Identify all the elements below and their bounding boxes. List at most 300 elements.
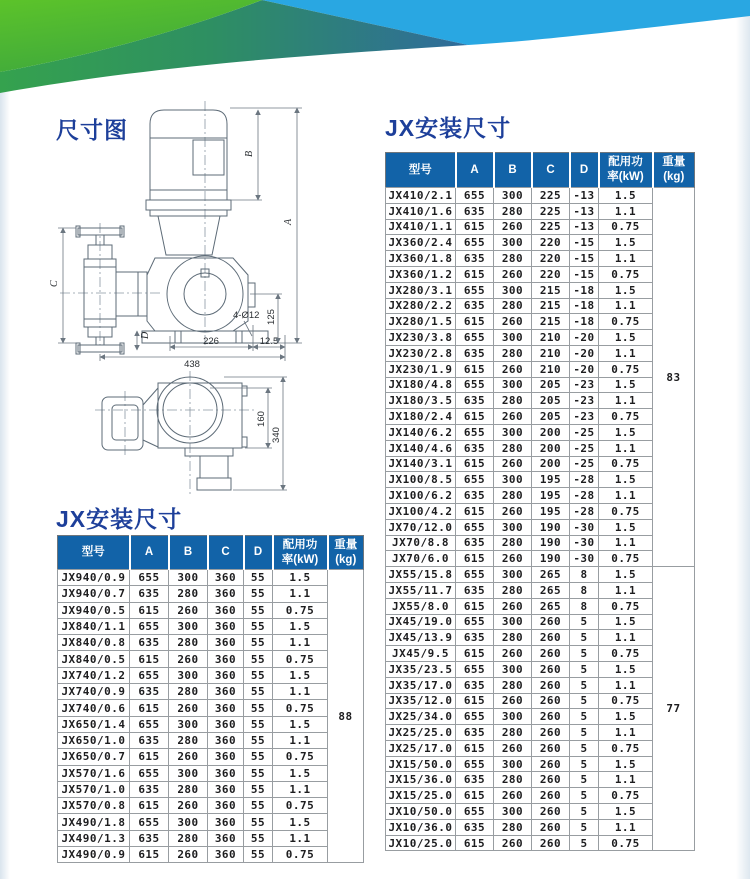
value-cell: 55 (244, 716, 273, 732)
table-row (386, 661, 695, 677)
value-cell: 0.75 (599, 314, 653, 330)
value-cell: 655 (456, 567, 494, 583)
value-cell: 635 (456, 298, 494, 314)
model-cell: JX410/1.6 (386, 203, 456, 219)
model-cell: JX410/1.1 (386, 219, 456, 235)
value-cell: 1.5 (599, 235, 653, 251)
value-cell: -18 (570, 282, 599, 298)
value-cell: 615 (456, 314, 494, 330)
value-cell: -20 (570, 345, 599, 361)
model-cell: JX25/34.0 (386, 709, 456, 725)
model-cell: JX410/2.1 (386, 188, 456, 204)
model-cell: JX740/0.9 (58, 684, 130, 700)
table-row (386, 835, 695, 851)
value-cell: 260 (532, 693, 570, 709)
value-cell: -15 (570, 235, 599, 251)
model-cell: JX140/3.1 (386, 456, 456, 472)
value-cell: 1.1 (273, 684, 328, 700)
model-cell: JX180/2.4 (386, 409, 456, 425)
value-cell: 55 (244, 847, 273, 863)
table-row (386, 740, 695, 756)
model-cell: JX25/25.0 (386, 725, 456, 741)
table-row (386, 677, 695, 693)
value-cell: 655 (456, 804, 494, 820)
value-cell: 55 (244, 586, 273, 602)
value-cell: 215 (532, 314, 570, 330)
header-banner (0, 0, 750, 95)
value-cell: 55 (244, 602, 273, 618)
value-cell: 300 (494, 330, 532, 346)
value-cell: 260 (169, 602, 208, 618)
value-cell: 190 (532, 519, 570, 535)
column-header: A (130, 536, 169, 570)
model-cell: JX840/0.5 (58, 651, 130, 667)
value-cell: 635 (456, 582, 494, 598)
value-cell: 5 (570, 661, 599, 677)
model-cell: JX70/6.0 (386, 551, 456, 567)
value-cell: 265 (532, 598, 570, 614)
value-cell: 260 (169, 651, 208, 667)
model-cell: JX10/25.0 (386, 835, 456, 851)
column-header: A (456, 153, 494, 188)
value-cell: 5 (570, 819, 599, 835)
model-cell: JX35/12.0 (386, 693, 456, 709)
value-cell: 5 (570, 693, 599, 709)
value-cell: 655 (456, 519, 494, 535)
value-cell: 1.1 (273, 635, 328, 651)
value-cell: 1.1 (599, 535, 653, 551)
value-cell: 1.1 (599, 203, 653, 219)
value-cell: 635 (456, 488, 494, 504)
value-cell: 655 (130, 814, 169, 830)
dim-c-label: C (49, 280, 60, 287)
value-cell: 5 (570, 725, 599, 741)
model-cell: JX570/1.0 (58, 781, 130, 797)
value-cell: 300 (494, 188, 532, 204)
value-cell: 5 (570, 614, 599, 630)
value-cell: 655 (456, 709, 494, 725)
value-cell: 635 (130, 732, 169, 748)
model-cell: JX650/1.0 (58, 732, 130, 748)
value-cell: 260 (532, 614, 570, 630)
model-cell: JX15/25.0 (386, 788, 456, 804)
model-cell: JX35/23.5 (386, 661, 456, 677)
table-row (386, 456, 695, 472)
table-row (386, 251, 695, 267)
value-cell: 635 (456, 535, 494, 551)
value-cell: -18 (570, 298, 599, 314)
value-cell: 1.1 (599, 677, 653, 693)
value-cell: 1.5 (599, 804, 653, 820)
value-cell: 615 (456, 503, 494, 519)
value-cell: 55 (244, 684, 273, 700)
value-cell: 615 (130, 651, 169, 667)
value-cell: -15 (570, 266, 599, 282)
value-cell: 1.1 (599, 582, 653, 598)
value-cell: 655 (456, 235, 494, 251)
value-cell: 655 (456, 661, 494, 677)
value-cell: 1.5 (273, 618, 328, 634)
value-cell: 1.1 (599, 251, 653, 267)
value-cell: 360 (208, 732, 244, 748)
value-cell: 0.75 (599, 835, 653, 851)
column-header: D (244, 536, 273, 570)
value-cell: 210 (532, 345, 570, 361)
table-row (386, 772, 695, 788)
value-cell: 225 (532, 188, 570, 204)
value-cell: 0.75 (273, 749, 328, 765)
value-cell: 215 (532, 298, 570, 314)
value-cell: 360 (208, 716, 244, 732)
value-cell: 0.75 (273, 847, 328, 863)
value-cell: 260 (532, 804, 570, 820)
model-cell: JX650/1.4 (58, 716, 130, 732)
value-cell: 260 (494, 740, 532, 756)
model-cell: JX70/12.0 (386, 519, 456, 535)
value-cell: 280 (169, 781, 208, 797)
value-cell: 300 (494, 235, 532, 251)
model-cell: JX15/36.0 (386, 772, 456, 788)
model-cell: JX940/0.9 (58, 570, 130, 586)
dim-125-label: 125 (266, 309, 277, 325)
value-cell: 1.1 (599, 298, 653, 314)
value-cell: 260 (494, 219, 532, 235)
value-cell: 195 (532, 488, 570, 504)
table-row (58, 570, 364, 586)
weight-cell: 77 (653, 567, 695, 851)
value-cell: 655 (456, 424, 494, 440)
value-cell: 0.75 (599, 788, 653, 804)
model-cell: JX45/9.5 (386, 646, 456, 662)
value-cell: 300 (494, 519, 532, 535)
value-cell: 5 (570, 756, 599, 772)
value-cell: -13 (570, 219, 599, 235)
value-cell: 260 (494, 835, 532, 851)
value-cell: 300 (494, 661, 532, 677)
table-row (386, 361, 695, 377)
value-cell: 260 (494, 693, 532, 709)
value-cell: 280 (494, 393, 532, 409)
dim-340-label: 340 (271, 427, 282, 443)
value-cell: 300 (494, 756, 532, 772)
value-cell: 635 (456, 203, 494, 219)
value-cell: 5 (570, 835, 599, 851)
value-cell: 1.5 (273, 765, 328, 781)
value-cell: 1.5 (599, 188, 653, 204)
value-cell: 260 (494, 456, 532, 472)
value-cell: 635 (456, 819, 494, 835)
table-row (386, 725, 695, 741)
value-cell: 300 (494, 472, 532, 488)
table-row (386, 646, 695, 662)
model-cell: JX35/17.0 (386, 677, 456, 693)
value-cell: 1.1 (599, 819, 653, 835)
value-cell: 5 (570, 677, 599, 693)
model-cell: JX180/3.5 (386, 393, 456, 409)
table-row (386, 235, 695, 251)
value-cell: -28 (570, 472, 599, 488)
pump-top-view (95, 371, 287, 495)
value-cell: -25 (570, 456, 599, 472)
table-row (58, 830, 364, 846)
model-cell: JX840/0.8 (58, 635, 130, 651)
value-cell: 655 (456, 472, 494, 488)
table-row (58, 651, 364, 667)
value-cell: 300 (169, 570, 208, 586)
value-cell: 1.1 (273, 732, 328, 748)
value-cell: 635 (130, 586, 169, 602)
value-cell: 635 (456, 725, 494, 741)
value-cell: 0.75 (599, 456, 653, 472)
page-edge-right (736, 0, 750, 879)
value-cell: -30 (570, 551, 599, 567)
model-cell: JX650/0.7 (58, 749, 130, 765)
value-cell: 300 (169, 716, 208, 732)
value-cell: 1.5 (599, 377, 653, 393)
value-cell: 210 (532, 361, 570, 377)
table-row (386, 819, 695, 835)
dim-226-label: 226 (203, 336, 219, 347)
table-row (386, 345, 695, 361)
value-cell: 635 (130, 684, 169, 700)
value-cell: 280 (494, 677, 532, 693)
value-cell: 55 (244, 667, 273, 683)
value-cell: 1.1 (599, 772, 653, 788)
weight-cell: 83 (653, 188, 695, 567)
value-cell: 635 (130, 635, 169, 651)
model-cell: JX490/1.8 (58, 814, 130, 830)
value-cell: 655 (130, 667, 169, 683)
table-row (386, 614, 695, 630)
value-cell: 360 (208, 684, 244, 700)
value-cell: 260 (494, 503, 532, 519)
value-cell: 280 (169, 830, 208, 846)
value-cell: 55 (244, 651, 273, 667)
value-cell: 260 (169, 798, 208, 814)
value-cell: 8 (570, 582, 599, 598)
value-cell: 300 (169, 814, 208, 830)
value-cell: 55 (244, 732, 273, 748)
value-cell: 300 (494, 709, 532, 725)
table-row (386, 330, 695, 346)
value-cell: 260 (532, 835, 570, 851)
table-row (386, 804, 695, 820)
value-cell: 1.1 (599, 630, 653, 646)
model-cell: JX570/0.8 (58, 798, 130, 814)
value-cell: 195 (532, 472, 570, 488)
table-row (58, 667, 364, 683)
value-cell: 615 (130, 749, 169, 765)
value-cell: 360 (208, 765, 244, 781)
value-cell: 265 (532, 582, 570, 598)
model-cell: JX280/2.2 (386, 298, 456, 314)
value-cell: 655 (456, 614, 494, 630)
column-header: C (532, 153, 570, 188)
value-cell: 615 (130, 847, 169, 863)
value-cell: 260 (494, 266, 532, 282)
value-cell: 280 (494, 630, 532, 646)
left-table-title: JX安装尺寸 (56, 506, 183, 532)
model-cell: JX490/1.3 (58, 830, 130, 846)
value-cell: 1.5 (599, 709, 653, 725)
column-header: 型号 (386, 153, 456, 188)
value-cell: 1.5 (599, 519, 653, 535)
model-cell: JX360/1.2 (386, 266, 456, 282)
table-row (58, 847, 364, 863)
value-cell: 615 (456, 361, 494, 377)
value-cell: -13 (570, 203, 599, 219)
dim-holes-label: 4-Ø12 (233, 310, 260, 321)
table-row (386, 440, 695, 456)
value-cell: 360 (208, 749, 244, 765)
value-cell: -25 (570, 440, 599, 456)
value-cell: 1.5 (599, 614, 653, 630)
pump-front-view (49, 101, 302, 370)
value-cell: 200 (532, 424, 570, 440)
value-cell: 615 (456, 409, 494, 425)
value-cell: 635 (456, 772, 494, 788)
model-cell: JX740/1.2 (58, 667, 130, 683)
table-row (386, 788, 695, 804)
value-cell: -13 (570, 188, 599, 204)
weight-cell: 88 (328, 570, 364, 863)
column-header: B (169, 536, 208, 570)
pump-dimension-drawing (40, 95, 380, 505)
value-cell: 260 (532, 630, 570, 646)
installation-dimensions-table-right (385, 152, 695, 851)
value-cell: 0.75 (599, 503, 653, 519)
value-cell: 615 (456, 551, 494, 567)
value-cell: 225 (532, 219, 570, 235)
value-cell: 55 (244, 618, 273, 634)
value-cell: 200 (532, 440, 570, 456)
value-cell: 360 (208, 635, 244, 651)
value-cell: 655 (456, 756, 494, 772)
model-cell: JX360/1.8 (386, 251, 456, 267)
value-cell: 360 (208, 814, 244, 830)
value-cell: 1.1 (273, 781, 328, 797)
value-cell: 55 (244, 749, 273, 765)
model-cell: JX280/1.5 (386, 314, 456, 330)
value-cell: 260 (494, 361, 532, 377)
value-cell: 615 (130, 700, 169, 716)
value-cell: 655 (456, 377, 494, 393)
column-header: 重量 (kg) (328, 536, 364, 570)
value-cell: 615 (456, 740, 494, 756)
value-cell: 280 (494, 298, 532, 314)
value-cell: 55 (244, 700, 273, 716)
value-cell: 635 (130, 830, 169, 846)
model-cell: JX490/0.9 (58, 847, 130, 863)
value-cell: 1.1 (599, 488, 653, 504)
column-header: 型号 (58, 536, 130, 570)
table-row (386, 551, 695, 567)
table-row (58, 602, 364, 618)
value-cell: 655 (456, 282, 494, 298)
model-cell: JX360/2.4 (386, 235, 456, 251)
table-row (386, 472, 695, 488)
dim-d-label: D (140, 331, 151, 339)
value-cell: 195 (532, 503, 570, 519)
model-cell: JX280/3.1 (386, 282, 456, 298)
value-cell: 635 (456, 677, 494, 693)
value-cell: 0.75 (599, 266, 653, 282)
value-cell: 205 (532, 409, 570, 425)
value-cell: 220 (532, 235, 570, 251)
value-cell: 0.75 (599, 693, 653, 709)
value-cell: -30 (570, 535, 599, 551)
value-cell: 260 (169, 700, 208, 716)
model-cell: JX15/50.0 (386, 756, 456, 772)
value-cell: 300 (494, 282, 532, 298)
value-cell: 280 (494, 488, 532, 504)
value-cell: 360 (208, 798, 244, 814)
model-cell: JX940/0.7 (58, 586, 130, 602)
model-cell: JX230/1.9 (386, 361, 456, 377)
model-cell: JX55/8.0 (386, 598, 456, 614)
table-row (386, 393, 695, 409)
drawing-section-title: 尺寸图 (56, 117, 128, 143)
table-row (386, 630, 695, 646)
table-row (58, 700, 364, 716)
value-cell: 360 (208, 667, 244, 683)
table-row (386, 709, 695, 725)
table-row (386, 188, 695, 204)
value-cell: 260 (494, 551, 532, 567)
value-cell: 615 (456, 219, 494, 235)
value-cell: 0.75 (273, 700, 328, 716)
table-row (386, 203, 695, 219)
value-cell: 360 (208, 781, 244, 797)
value-cell: 615 (130, 798, 169, 814)
value-cell: 5 (570, 740, 599, 756)
column-header: C (208, 536, 244, 570)
value-cell: 300 (169, 765, 208, 781)
model-cell: JX230/2.8 (386, 345, 456, 361)
value-cell: 635 (130, 781, 169, 797)
value-cell: 260 (532, 756, 570, 772)
value-cell: 210 (532, 330, 570, 346)
value-cell: 300 (494, 567, 532, 583)
value-cell: 5 (570, 772, 599, 788)
value-cell: 300 (494, 614, 532, 630)
model-cell: JX140/6.2 (386, 424, 456, 440)
value-cell: 55 (244, 814, 273, 830)
value-cell: 280 (494, 203, 532, 219)
value-cell: 655 (130, 570, 169, 586)
dim-12-5-label: 12.5 (259, 336, 279, 347)
value-cell: 655 (456, 188, 494, 204)
value-cell: 1.5 (599, 472, 653, 488)
value-cell: 655 (456, 330, 494, 346)
value-cell: 280 (169, 586, 208, 602)
value-cell: 260 (169, 749, 208, 765)
table-row (386, 756, 695, 772)
value-cell: 260 (532, 788, 570, 804)
value-cell: 260 (494, 788, 532, 804)
value-cell: 200 (532, 456, 570, 472)
dim-a-label: A (283, 218, 294, 225)
value-cell: -15 (570, 251, 599, 267)
table-row (58, 814, 364, 830)
column-header: 配用功 率(kW) (273, 536, 328, 570)
value-cell: 0.75 (599, 740, 653, 756)
value-cell: 0.75 (273, 651, 328, 667)
value-cell: 280 (494, 725, 532, 741)
table-row (58, 716, 364, 732)
right-table-title: JX安装尺寸 (385, 115, 512, 141)
value-cell: 1.5 (273, 716, 328, 732)
